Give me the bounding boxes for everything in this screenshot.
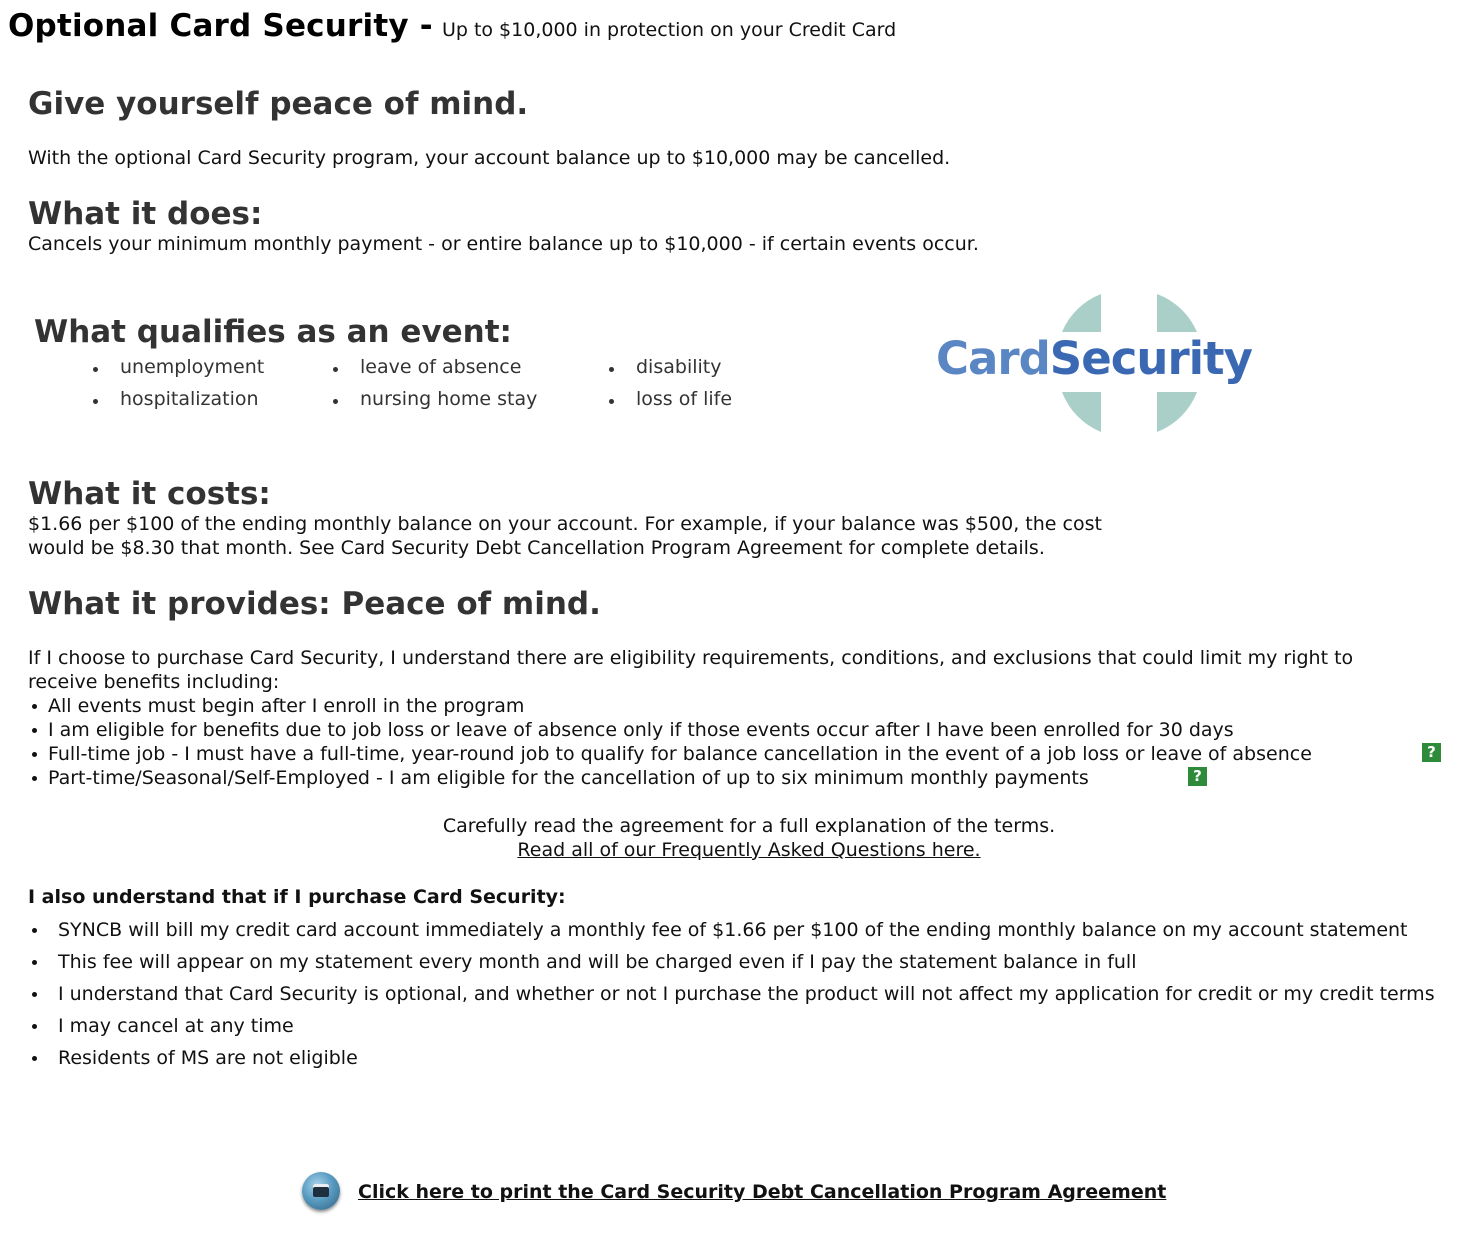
event-item: nursing home stay	[360, 388, 538, 410]
understand-heading: I also understand that if I purchase Card Security:	[28, 886, 566, 908]
event-item: disability	[636, 356, 722, 378]
page-title: Optional Card Security -	[8, 8, 433, 44]
heading-peace-of-mind: Give yourself peace of mind.	[28, 86, 529, 122]
event-item: loss of life	[636, 388, 733, 410]
faq-link[interactable]: Read all of our Frequently Asked Questions here.	[517, 839, 981, 861]
list-item: Residents of MS are not eligible	[28, 1046, 1464, 1070]
logo-word-card: Card	[936, 332, 1050, 385]
list-item: SYNCB will bill my credit card account immediately a monthly fee of $1.66 per $100 of the ending monthly balance on my account statement	[28, 918, 1464, 942]
heading-events: What qualifies as an event:	[34, 314, 512, 350]
event-item: leave of absence	[360, 356, 522, 378]
intro-text: With the optional Card Security program, your account balance up to $10,000 may be cancelled.	[28, 147, 951, 169]
eligibility-conditions-list	[30, 694, 1312, 790]
page-subtitle: Up to $10,000 in protection on your Credit Card	[441, 19, 897, 41]
list-item: Part-time/Seasonal/Self-Employed - I am eligible for the cancellation of up to six minimum monthly payments	[30, 766, 1312, 790]
list-item: I may cancel at any time	[28, 1014, 1464, 1038]
help-question-icon[interactable]: ?	[1422, 743, 1441, 762]
page-header	[8, 8, 896, 44]
logo-wordmark	[936, 332, 1252, 385]
card-security-logo	[930, 292, 1252, 436]
heading-what-it-provides: What it provides: Peace of mind.	[28, 586, 601, 622]
provides-intro-line1: If I choose to purchase Card Security, I understand there are eligibility requirements, conditions, and exclusions that could limit my right to	[28, 647, 1354, 669]
what-it-does-text: Cancels your minimum monthly payment - or entire balance up to $10,000 - if certain events occur.	[28, 233, 979, 255]
events-list	[94, 356, 794, 420]
list-item: This fee will appear on my statement every month and will be charged even if I pay the statement balance in full	[28, 950, 1464, 974]
agreement-note: Carefully read the agreement for a full explanation of the terms.	[442, 815, 1056, 837]
event-item: unemployment	[120, 356, 265, 378]
list-item: I am eligible for benefits due to job loss or leave of absence only if those events occur after I have been enrolled for 30 days	[30, 718, 1312, 742]
costs-text-line2: would be $8.30 that month. See Card Security Debt Cancellation Program Agreement for complete details.	[28, 537, 1045, 559]
list-item: I understand that Card Security is optional, and whether or not I purchase the product will not affect my application for credit or my credit terms	[28, 982, 1464, 1006]
event-item: hospitalization	[120, 388, 259, 410]
heading-what-it-costs: What it costs:	[28, 476, 271, 512]
heading-what-it-does: What it does:	[28, 196, 263, 232]
list-item: All events must begin after I enroll in the program	[30, 694, 1312, 718]
list-item: Full-time job - I must have a full-time, year-round job to qualify for balance cancellation in the event of a job loss or leave of absence	[30, 742, 1312, 766]
printer-icon[interactable]	[302, 1172, 340, 1210]
agreement-note-block	[0, 814, 1474, 862]
print-agreement-link[interactable]: Click here to print the Card Security Debt Cancellation Program Agreement	[358, 1181, 1167, 1203]
logo-word-security: Security	[1049, 332, 1252, 385]
understand-list	[28, 918, 1464, 1078]
help-question-icon[interactable]: ?	[1188, 767, 1207, 786]
costs-text-line1: $1.66 per $100 of the ending monthly balance on your account. For example, if your balance was $500, the cost	[28, 513, 1102, 535]
provides-intro-line2: receive benefits including:	[28, 671, 280, 693]
